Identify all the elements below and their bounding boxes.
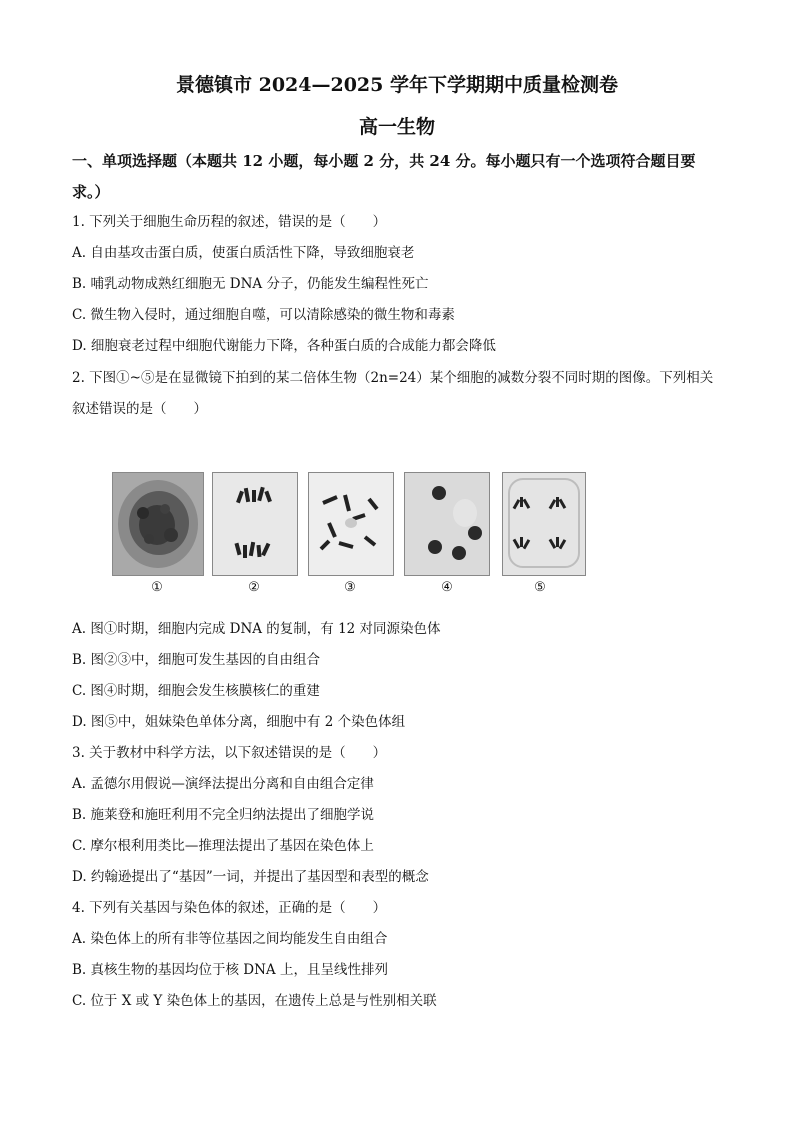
figure-label-3: ③ — [344, 580, 356, 595]
q2-option-b: B. 图②③中，细胞可发生基因的自由组合 — [72, 652, 321, 668]
q3-option-c: C. 摩尔根利用类比—推理法提出了基因在染色体上 — [72, 838, 374, 854]
micrograph-4 — [404, 472, 490, 576]
q1-option-b: B. 哺乳动物成熟红细胞无 DNA 分子，仍能发生编程性死亡 — [72, 276, 429, 292]
q1-stem: 1. 下列关于细胞生命历程的叙述，错误的是（ ） — [72, 214, 387, 230]
figure-label-4: ④ — [441, 580, 453, 595]
exam-subject: 高一生物 — [358, 116, 435, 138]
figure-label-2: ② — [248, 580, 260, 595]
q1-option-c: C. 微生物入侵时，通过细胞自噬，可以清除感染的微生物和毒素 — [72, 307, 455, 323]
q4-option-a: A. 染色体上的所有非等位基因之间均能发生自由组合 — [72, 931, 388, 947]
q4-option-b: B. 真核生物的基因均位于核 DNA 上，且呈线性排列 — [72, 962, 388, 978]
figure-label-5: ⑤ — [534, 580, 546, 595]
micrograph-3 — [308, 472, 394, 576]
q3-option-b: B. 施莱登和施旺利用不完全归纳法提出了细胞学说 — [72, 807, 375, 823]
section-heading: 一、单项选择题（本题共 12 小题，每小题 2 分，共 24 分。每小题只有一个选项符合题目要 — [72, 152, 696, 170]
q2-option-a: A. 图①时期，细胞内完成 DNA 的复制，有 12 对同源染色体 — [72, 621, 441, 637]
q3-option-a: A. 孟德尔用假说—演绎法提出分离和自由组合定律 — [72, 776, 374, 792]
q2-stem: 2. 下图①~⑤是在显微镜下拍到的某二倍体生物（2n=24）某个细胞的减数分裂不同时期的图像。下列相关 — [72, 370, 714, 386]
micrograph-figure — [112, 472, 592, 602]
q3-stem: 3. 关于教材中科学方法，以下叙述错误的是（ ） — [72, 745, 387, 761]
micrograph-1 — [112, 472, 204, 576]
q3-option-d: D. 约翰逊提出了“基因”一词，并提出了基因型和表型的概念 — [72, 869, 429, 885]
q1-option-a: A. 自由基攻击蛋白质，使蛋白质活性下降，导致细胞衰老 — [72, 245, 415, 261]
q2-stem-cont: 叙述错误的是（ ） — [72, 401, 207, 417]
micrograph-2 — [212, 472, 298, 576]
q4-stem: 4. 下列有关基因与染色体的叙述，正确的是（ ） — [72, 900, 387, 916]
section-heading-cont: 求。） — [72, 183, 110, 201]
figure-label-1: ① — [151, 580, 163, 595]
q4-option-c: C. 位于 X 或 Y 染色体上的基因，在遗传上总是与性别相关联 — [72, 993, 437, 1009]
q2-option-d: D. 图⑤中，姐妹染色单体分离，细胞中有 2 个染色体组 — [72, 714, 406, 730]
micrograph-5 — [502, 472, 586, 576]
q2-option-c: C. 图④时期，细胞会发生核膜核仁的重建 — [72, 683, 320, 699]
exam-title: 景德镇市 2024—2025 学年下学期期中质量检测卷 — [176, 74, 618, 96]
q1-option-d: D. 细胞衰老过程中细胞代谢能力下降，各种蛋白质的合成能力都会降低 — [72, 338, 496, 354]
